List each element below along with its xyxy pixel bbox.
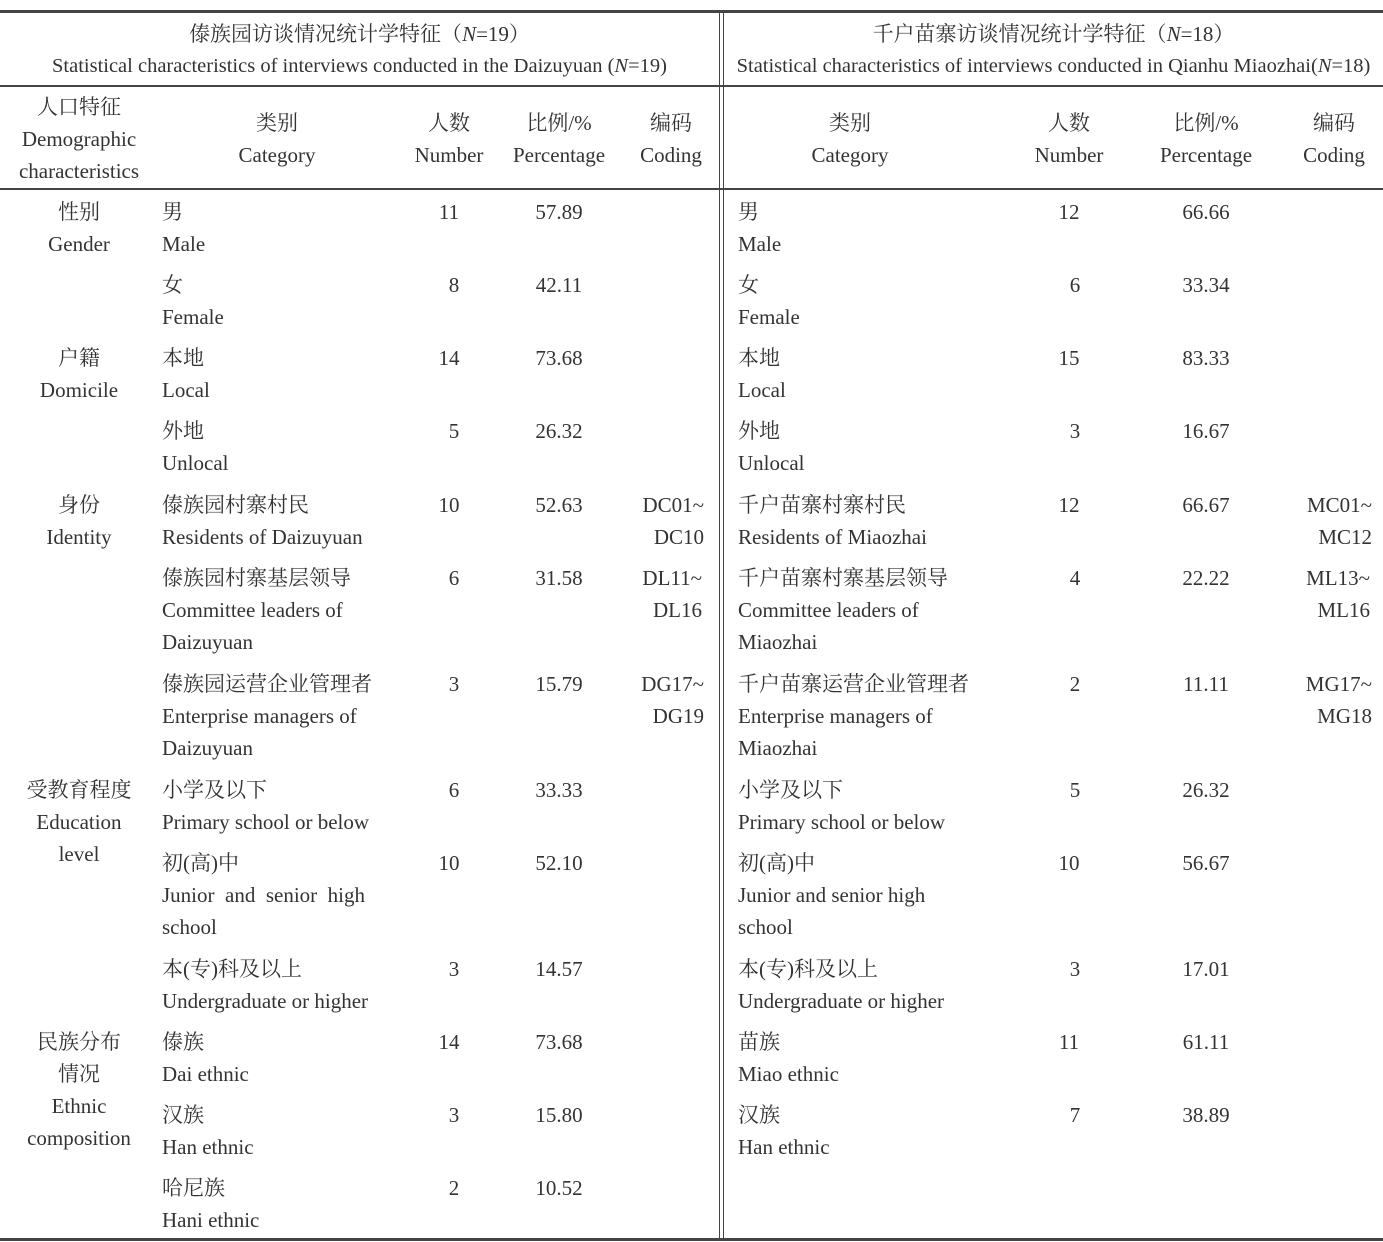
right-title-en: Statistical characteristics of interviews conducted in Qianhu Miaozhai(N=18) (736, 55, 1371, 77)
left-number-dai: 14 (438, 1030, 460, 1054)
right-number-unlocal: 3 (1069, 419, 1081, 443)
left-number-primary: 6 (448, 778, 460, 802)
left-percentage-han: 15.80 (535, 1103, 583, 1127)
left-number-leaders: 6 (448, 566, 460, 590)
right-number-female: 6 (1069, 273, 1081, 297)
right-category-miao: 苗族 Miao ethnic (738, 1030, 839, 1086)
right-percentage-leaders: 22.22 (1182, 566, 1230, 590)
left-category-junior: 初(高)中 Junior and senior high school (162, 851, 365, 939)
right-category-residents: 千户苗寨村寨村民 Residents of Miaozhai (738, 493, 927, 549)
right-number-male: 12 (1058, 200, 1080, 224)
group-identity: 身份 Identity (46, 493, 112, 549)
left-number-hani: 2 (448, 1176, 460, 1200)
right-number-han: 7 (1069, 1103, 1081, 1127)
left-category-unlocal: 外地 Unlocal (162, 419, 229, 475)
left-coding-residents: DC01~ DC10 (642, 493, 704, 549)
left-coding-managers: DG17~ DG19 (641, 672, 704, 728)
left-number-local: 14 (438, 346, 460, 370)
right-percentage-han: 38.89 (1182, 1103, 1230, 1127)
left-number-unlocal: 5 (448, 419, 460, 443)
right-number-leaders: 4 (1069, 566, 1081, 590)
top-rule (0, 10, 1383, 13)
left-number-residents: 10 (438, 493, 460, 517)
right-percentage-undergrad: 17.01 (1182, 957, 1230, 981)
right-title-zh: 千户苗寨访谈情况统计学特征（N=18） (872, 22, 1235, 46)
left-percentage-male: 57.89 (535, 200, 583, 224)
left-percentage-primary: 33.33 (535, 778, 583, 802)
left-number-managers: 3 (448, 672, 460, 696)
right-percentage-unlocal: 16.67 (1182, 419, 1230, 443)
right-category-male: 男 Male (738, 200, 782, 256)
header-number-right: 人数 Number (1034, 111, 1104, 167)
right-coding-residents: MC01~ MC12 (1306, 493, 1372, 549)
right-percentage-primary: 26.32 (1182, 778, 1230, 802)
left-percentage-local: 73.68 (535, 346, 583, 370)
right-percentage-managers: 11.11 (1183, 672, 1229, 696)
right-number-primary: 5 (1069, 778, 1081, 802)
left-number-undergrad: 3 (448, 957, 460, 981)
left-percentage-undergrad: 14.57 (535, 957, 583, 981)
panel-divider (719, 11, 724, 1239)
right-number-junior: 10 (1058, 851, 1080, 875)
left-number-junior: 10 (438, 851, 460, 875)
right-category-primary: 小学及以下 Primary school or below (738, 778, 946, 834)
right-category-unlocal: 外地 Unlocal (738, 419, 805, 475)
left-category-dai: 傣族 Dai ethnic (162, 1030, 249, 1086)
left-number-female: 8 (448, 273, 460, 297)
left-title-zh: 傣族园访谈情况统计学特征（N=19） (189, 22, 530, 46)
left-category-residents: 傣族园村寨村民 Residents of Daizuyuan (162, 493, 363, 549)
left-number-han: 3 (448, 1103, 460, 1127)
group-gender: 性别 Gender (48, 200, 110, 256)
header-coding-left: 编码 Coding (640, 111, 702, 167)
left-category-female: 女 Female (162, 273, 224, 329)
group-ethnic: 民族分布 情况 Ethnic composition (27, 1030, 131, 1150)
right-number-undergrad: 3 (1069, 957, 1081, 981)
bottom-rule (0, 1238, 1383, 1241)
right-percentage-miao: 61.11 (1182, 1030, 1230, 1054)
left-category-managers: 傣族园运营企业管理者 Enterprise managers of Daizuyuan (162, 672, 372, 760)
header-percentage-left: 比例/% Percentage (512, 111, 606, 167)
right-number-managers: 2 (1069, 672, 1081, 696)
left-percentage-unlocal: 26.32 (535, 419, 583, 443)
left-percentage-residents: 52.63 (535, 493, 583, 517)
right-coding-leaders: ML13~ ML16 (1306, 566, 1370, 622)
left-percentage-hani: 10.52 (535, 1176, 583, 1200)
header-percentage-right: 比例/% Percentage (1159, 111, 1253, 167)
right-category-local: 本地 Local (738, 346, 786, 402)
header-rule (0, 188, 1383, 190)
left-category-undergrad: 本(专)科及以上 Undergraduate or higher (162, 957, 369, 1013)
group-domicile: 户籍 Domicile (39, 346, 119, 402)
right-percentage-junior: 56.67 (1182, 851, 1230, 875)
left-category-han: 汉族 Han ethnic (162, 1103, 254, 1159)
left-percentage-managers: 15.79 (535, 672, 583, 696)
right-category-junior: 初(高)中 Junior and senior high school (738, 851, 926, 939)
title-rule (0, 85, 1383, 87)
left-category-hani: 哈尼族 Hani ethnic (162, 1176, 260, 1232)
right-percentage-residents: 66.67 (1182, 493, 1230, 517)
header-category-left: 类别 Category (238, 111, 316, 167)
right-percentage-male: 66.66 (1182, 200, 1230, 224)
right-category-han: 汉族 Han ethnic (738, 1103, 830, 1159)
right-number-miao: 11 (1058, 1030, 1080, 1054)
right-percentage-local: 83.33 (1182, 346, 1230, 370)
header-demographic: 人口特征 Demographic characteristics (18, 95, 140, 183)
left-category-local: 本地 Local (162, 346, 210, 402)
right-category-managers: 千户苗寨运营企业管理者 Enterprise managers of Miaozhai (738, 672, 969, 760)
right-category-female: 女 Female (738, 273, 800, 329)
header-coding-right: 编码 Coding (1303, 111, 1365, 167)
left-number-male: 11 (438, 200, 460, 224)
right-category-undergrad: 本(专)科及以上 Undergraduate or higher (738, 957, 945, 1013)
right-number-local: 15 (1058, 346, 1080, 370)
header-number-left: 人数 Number (414, 111, 484, 167)
left-title-en: Statistical characteristics of interviews conducted in the Daizuyuan (N=19) (52, 55, 667, 77)
left-percentage-female: 42.11 (535, 273, 583, 297)
left-percentage-dai: 73.68 (535, 1030, 583, 1054)
group-education: 受教育程度 Education level (26, 778, 132, 866)
right-percentage-female: 33.34 (1182, 273, 1230, 297)
right-coding-managers: MG17~ MG18 (1305, 672, 1372, 728)
left-coding-leaders: DL11~ DL16 (642, 566, 702, 622)
left-percentage-junior: 52.10 (535, 851, 583, 875)
left-percentage-leaders: 31.58 (535, 566, 583, 590)
right-number-residents: 12 (1058, 493, 1080, 517)
left-category-primary: 小学及以下 Primary school or below (162, 778, 370, 834)
left-category-leaders: 傣族园村寨基层领导 Committee leaders of Daizuyuan (162, 566, 351, 654)
header-category-right: 类别 Category (811, 111, 889, 167)
left-category-male: 男 Male (162, 200, 206, 256)
right-category-leaders: 千户苗寨村寨基层领导 Committee leaders of Miaozhai (738, 566, 948, 654)
